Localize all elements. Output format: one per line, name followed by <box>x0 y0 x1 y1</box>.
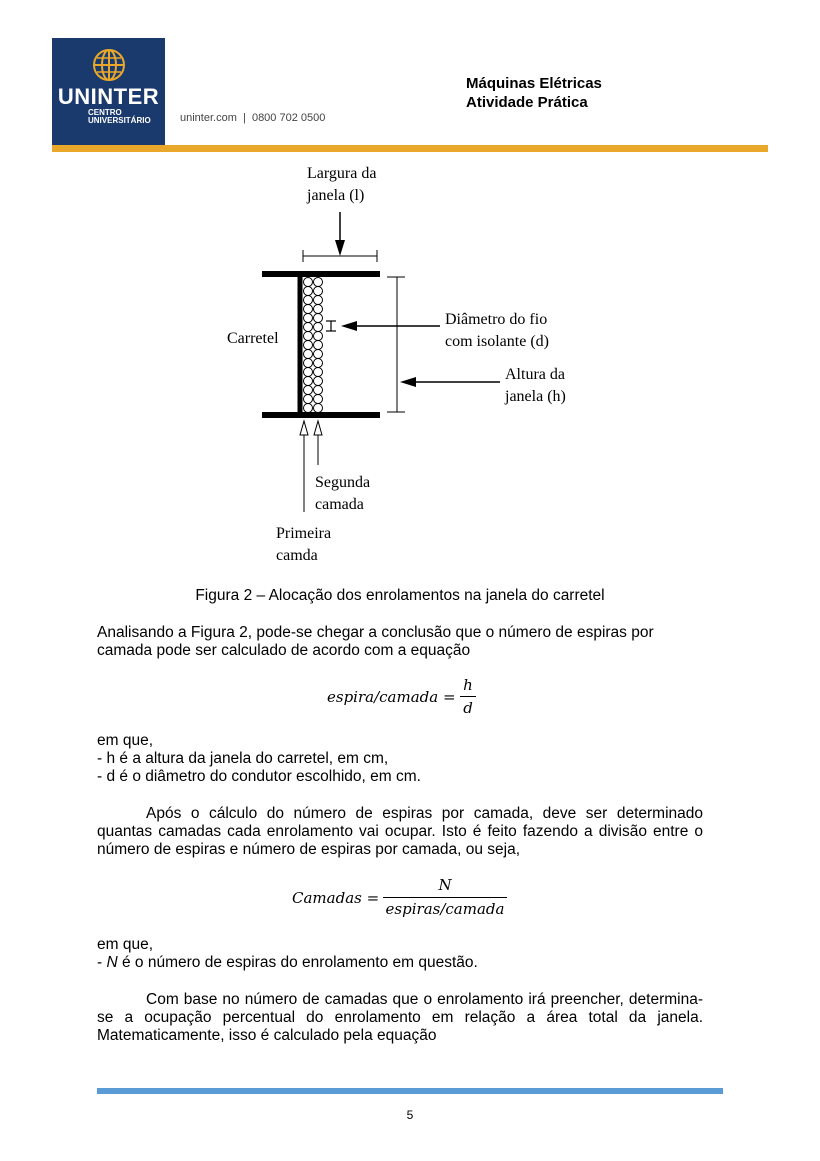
paragraph-2: Após o cálculo do número de espiras por camada, deve ser determinado quantas camadas cada enrolamento vai ocupar. Isto é feito fazendo a divisão entre o número de espiras e número de espiras por camada, ou seja, <box>97 805 703 858</box>
label-diameter-1: Diâmetro do fio <box>445 311 548 328</box>
label-second-layer-1: Segunda <box>315 474 371 491</box>
first-layer-arrow <box>300 421 308 435</box>
definition-list-2 <box>97 936 703 972</box>
course-title: Máquinas Elétricas <box>466 75 602 92</box>
definition-intro: em que, <box>97 732 154 749</box>
second-layer-arrow <box>314 421 322 435</box>
equation-1-fraction-bar <box>460 696 476 697</box>
equation-2-lhs: Camadas = <box>292 889 380 907</box>
definition-intro-2: em que, <box>97 936 154 953</box>
label-first-layer-1: Primeira <box>276 525 332 542</box>
definition-list-1 <box>97 732 703 786</box>
equation-2-fraction-bar <box>383 897 507 898</box>
definition-d: - d é o diâmetro do condutor escolhido, em cm. <box>97 768 421 785</box>
paragraph-3: Com base no número de camadas que o enrolamento irá preencher, determina-se a ocupação percentual do enrolamento em relação a área total da janela. Matematicamente, isso é calculado pela equação <box>97 991 703 1044</box>
label-diameter-2: com isolante (d) <box>445 333 549 350</box>
definition-h: - h é a altura da janela do carretel, em cm, <box>97 750 389 767</box>
label-first-layer-2: camda <box>276 547 318 564</box>
wire-turns <box>304 278 323 413</box>
label-width-2: janela (l) <box>307 187 365 204</box>
uninter-logo <box>52 38 165 150</box>
logo-subtitle-2: UNIVERSITÁRIO <box>88 116 151 125</box>
diameter-arrow <box>341 321 357 331</box>
label-height-1: Altura da <box>505 366 565 383</box>
width-arrow <box>335 240 345 256</box>
label-height-2: janela (h) <box>505 388 566 405</box>
logo-subtitle-1: CENTRO <box>88 108 122 117</box>
globe-icon <box>90 46 128 84</box>
activity-title: Atividade Prática <box>466 94 588 111</box>
page-number: 5 <box>406 1108 414 1122</box>
equation-2-denominator: espiras/camada <box>385 900 505 918</box>
definition-n: - N é o número de espiras do enrolamento em questão. <box>97 954 478 971</box>
label-second-layer-2: camada <box>315 496 364 513</box>
equation-1-lhs: espira/camada = <box>327 688 456 706</box>
paragraph-1: Analisando a Figura 2, pode-se chegar a conclusão que o número de espiras por camada pode ser calculado de acordo com a equação <box>97 624 654 659</box>
equation-1-numerator: h <box>463 676 473 694</box>
footer-divider <box>97 1088 723 1094</box>
bobbin-winding-figure <box>215 160 605 570</box>
logo-brand: UNINTER <box>57 84 160 109</box>
label-bobbin: Carretel <box>227 330 279 347</box>
document-title <box>466 74 602 112</box>
equation-1-denominator: d <box>463 699 473 717</box>
label-width-1: Largura da <box>307 165 377 182</box>
equation-2-numerator: N <box>438 876 452 894</box>
variable-n: N <box>106 954 118 971</box>
figure-caption: Figura 2 – Alocação dos enrolamentos na janela do carretel <box>195 587 605 604</box>
contact-info: uninter.com | 0800 702 0500 <box>180 112 326 124</box>
height-arrow <box>400 377 416 387</box>
header-divider <box>52 145 768 152</box>
